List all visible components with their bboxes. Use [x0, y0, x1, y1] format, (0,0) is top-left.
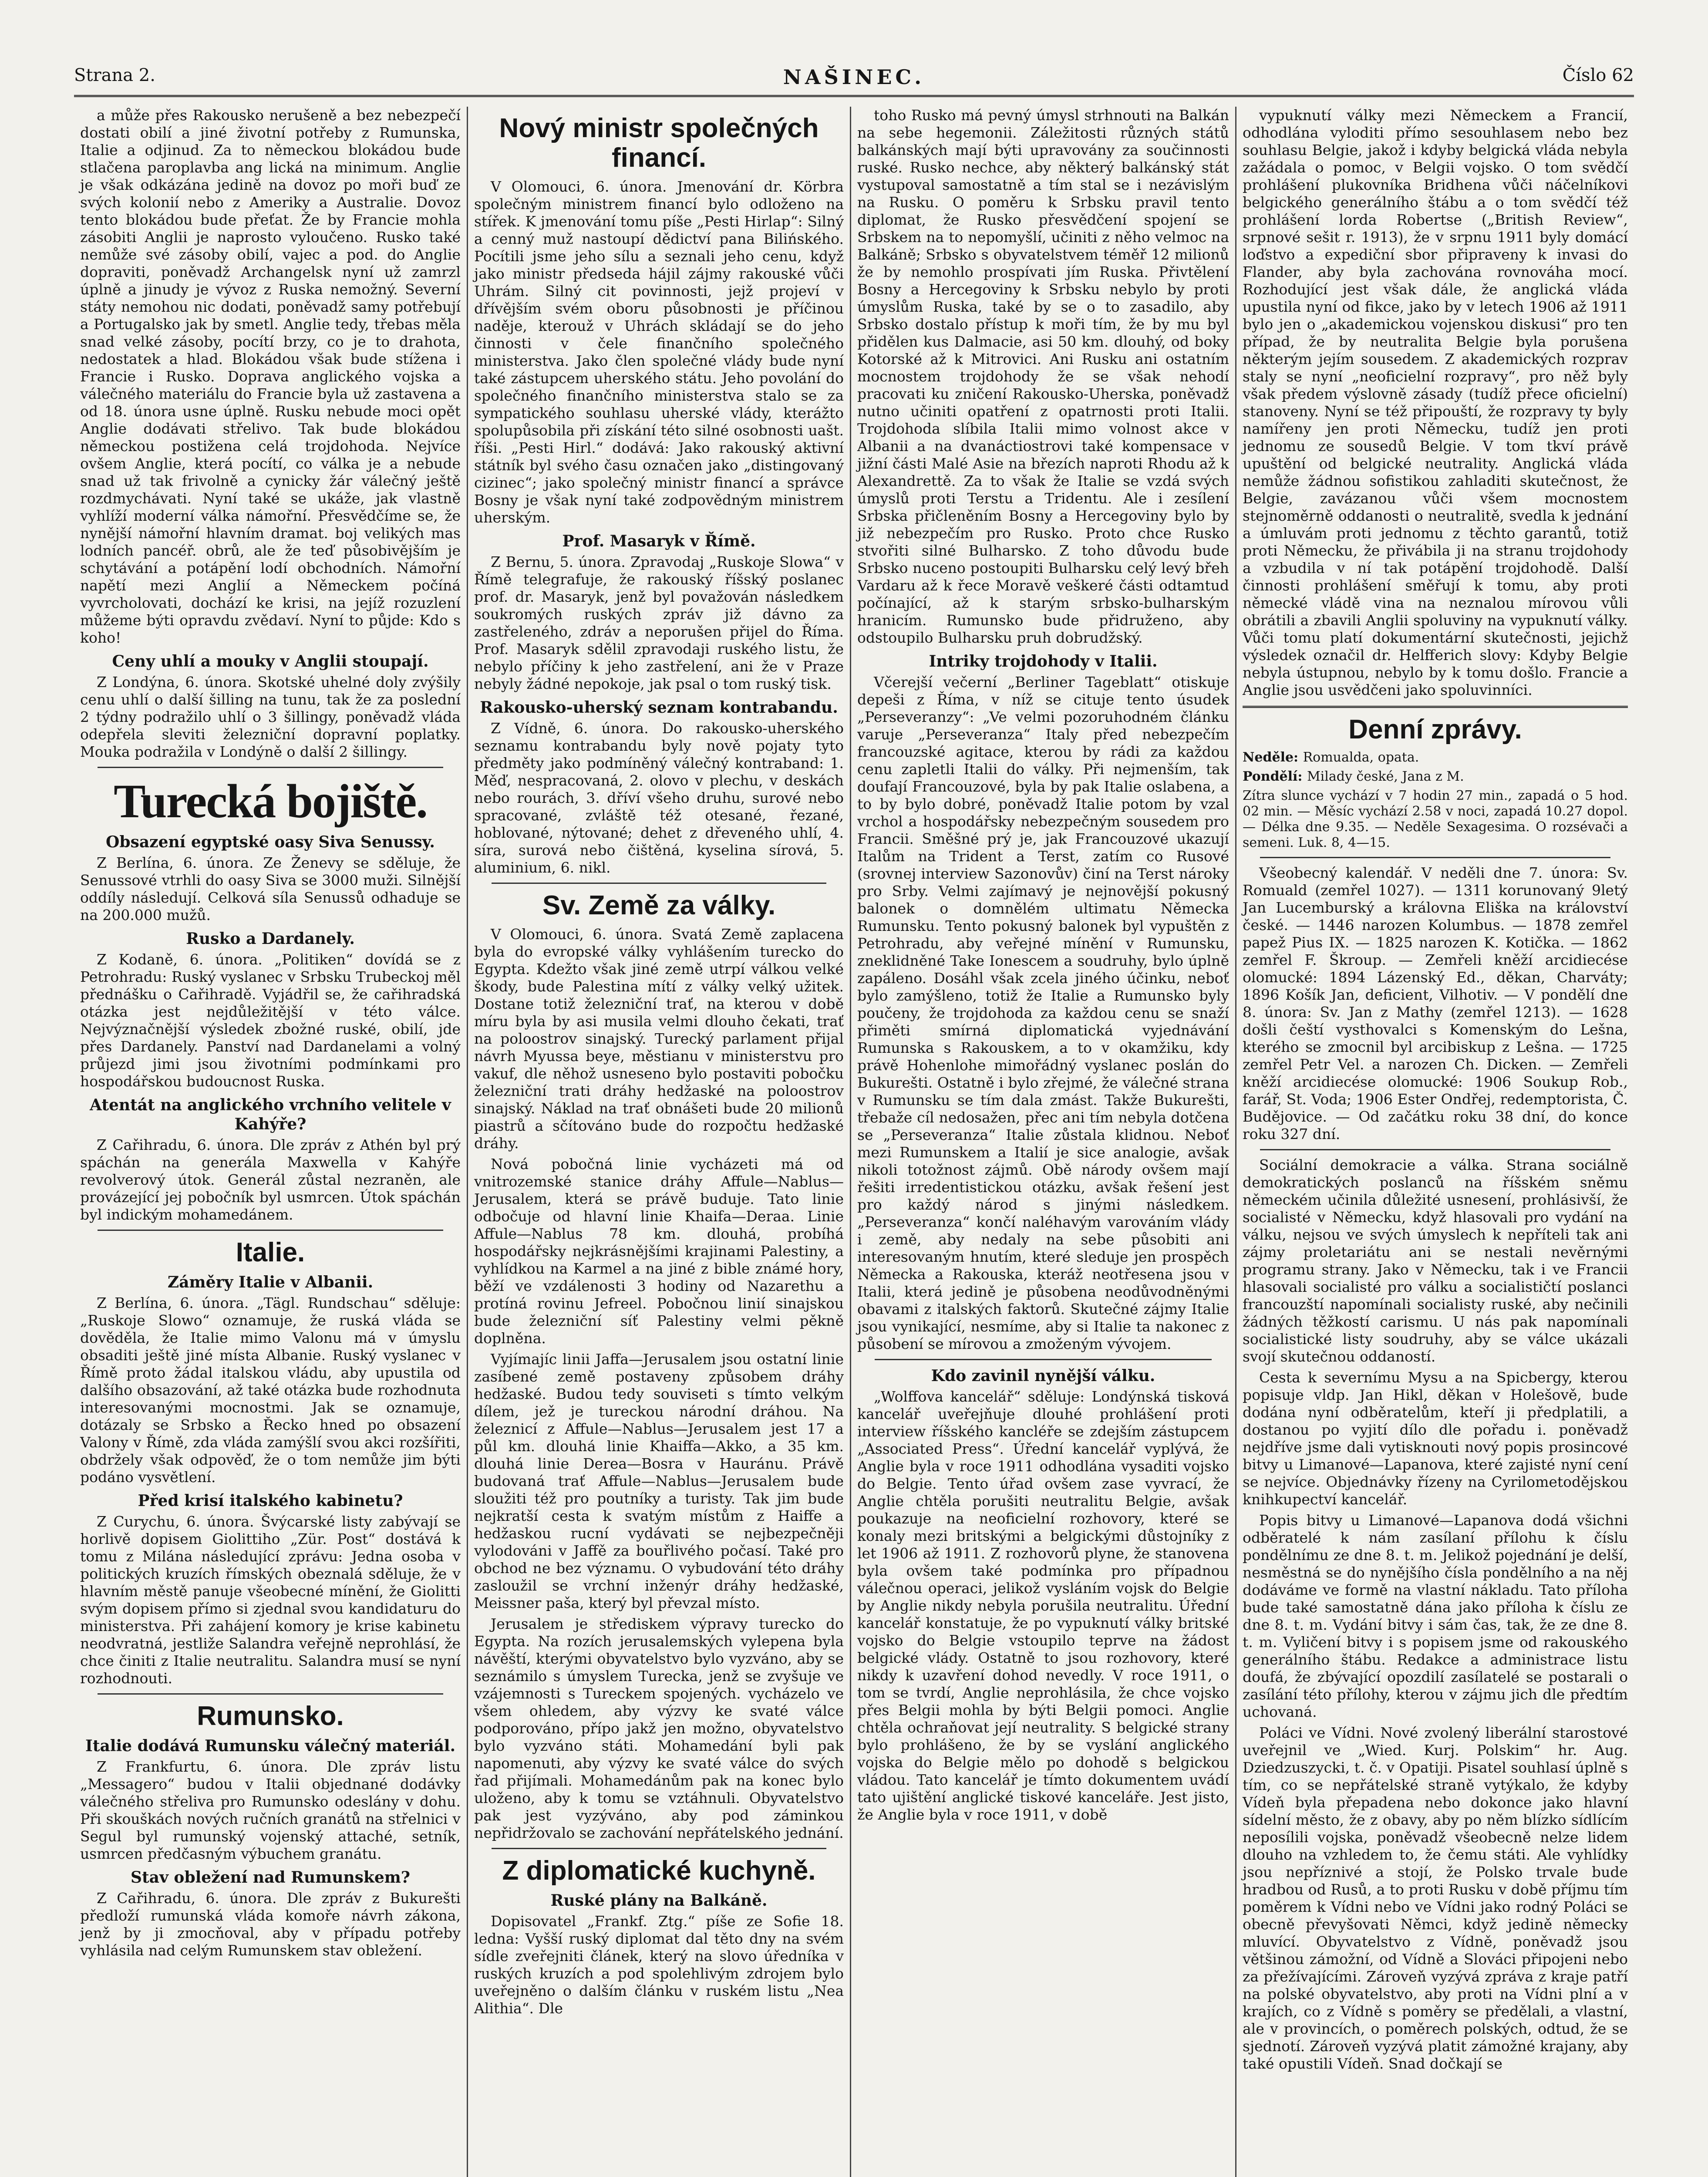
article-headline: Stav obležení nad Rumunskem? — [131, 1868, 410, 1887]
article-paragraph: Dopisovatel „Frankf. Ztg.“ píše ze Sofie 18. ledna: Vyšší ruský diplomat dal těto dny na svém sídle zveřejniti článek, který na slovo úředníka v ruských kruzích a pod spolehlivým zdrojem bylo uveřejněno o dalším článku v ruském listu „Nea Alithia“. Dle — [474, 1913, 844, 2017]
article-headline: Ruské plány na Balkáně. — [550, 1891, 768, 1910]
column-2 — [468, 107, 851, 2177]
article-paragraph: Z Bernu, 5. února. Zpravodaj „Ruskoje Slowa“ v Římě telegrafuje, že rakouský říšský poslanec prof. dr. Masaryk, jenž byl považován následkem soukromých ruských zpráv již dávno za zastřeleného, zdráv a neporušen přijel do Říma. Prof. Masaryk sdělil zpravodaji ruského listu, že nebylo příčiny k jeho zastřelení, ani že v Praze nebyly žádné nepokoje, jak psal o tom ruský tisk. — [474, 553, 844, 692]
article-paragraph: Popis bitvy u Limanové—Lapanova dodá všichni odběratelé k nám zasílaní přílohu k číslu pondělnímu ze dne 8. t. m. Jelikož pojednání je delší, nesměstná se do nynějšího čísla pondělního a na něj dodáváme ve formě na vlastní nákladu. Tato příloha bude také samostatně dána jako příloha k číslu ze dne 8. t. m. Vydání bitvy i sám čas, tak, že ze dne 8. t. m. Vyličení bitvy i s popisem jsme od rakouského generálního štábu. Redakce a administrace listu doufá, že zbývající opozdilí zasílatelé se postarali o zasílání této přílohy, kterou v zájmu jich dle předtím uchovaná. — [1243, 1512, 1628, 1720]
article-headline: Ceny uhlí a mouky v Anglii stoupají. — [112, 652, 429, 671]
divider — [875, 1359, 1212, 1360]
divider — [98, 1230, 443, 1231]
article-paragraph: Sociální demokracie a válka. Strana sociálně demokratických poslanců na říšském sněmu německém učinila důležité usnesení, prohlásivší, že socialisté v Německu, když hlasovali pro vydání na válku, nejsou ve svých úmyslech k nepříteli tak ani zájmy proletariátu ani se nestali nevěrnými programu strany. Jako v Německu, tak i ve Francii hlasovali socialisté pro válku a socialističtí poslanci francouzští napomínali socialisty ruské, aby nečinili žádných těžkostí carismu. U nás pak napomínali socialistické listy soudruhy, aby se válce ukázali svojí skutečnou oddaností. — [1243, 1156, 1628, 1365]
article-paragraph: Z Curychu, 6. února. Švýcarské listy zabývají se horlivě dopisem Giolittiho „Zür. Post“ dostává k tomu z Milána následující zprávu: Jedna osoba v politických kruzích římských obeznalá sděluje, že v hlavním městě panuje všeobecné mínění, že Giolitti svým dopisem přímo si zjednal svou kandidaturu do ministerstva. Při zahájení komory je krise kabinetu neodvratná, jestliže Salandra veřejně neprohlásí, že chce činiti z Italie neutralitu. Salandra musí se nyní rozhodnouti. — [80, 1513, 461, 1687]
article-paragraph: „Wolffova kancelář“ sděluje: Londýnská tisková kancelář uveřejňuje dlouhé prohlášení proti interview říšského kancléře se zdejším zástupcem „Associated Press“. Úřední kancelář vyplývá, že Anglie byla v roce 1911 odhodlána vysaditi vojsko do Belgie. Tento úřad ovšem zase vyvrací, že Anglie chtěla porušiti neutralitu Belgie, avšak poukazuje na neoficielní rozhovory, které se konaly mezi britskými a belgickými důstojníky z let 1906 až 1911. Z rozhovorů plyne, že stanovena byla ovšem také podmínka pro případnou válečnou operaci, jelikož vysláním vojsk do Belgie by Anglie nikdy nebyla porušila neutralitu. Úřední kancelář konstatuje, že po vypuknutí války britské vojsko do Belgie vstoupilo teprve na žádost belgické vlády. Ostatně to jsou rozhovory, které nikdy k uzavření dohod nevedly. V roce 1911, o tom se tvrdí, Anglie neprohlásila, že chce vojsko přes Belgii mohla by býti Belgii pomoci. Anglie chtěla ochraňovat její neutrality. S belgické strany bylo prohlášeno, že by se vyslání anglického vojska do Belgie mělo po dohodě s belgickou vládou. Tato kancelář je tímto dokumentem uvádí tato ujištění anglické tiskové kanceláře. Jest jisto, že Anglie byla v roce 1911, v době — [857, 1388, 1229, 1823]
article-headline: Rusko a Dardanely. — [186, 930, 355, 948]
article-paragraph: Všeobecný kalendář. V neděli dne 7. února: Sv. Romuald (zemřel 1027). — 1311 korunovaný 9letý Jan Lucemburský a královna Eliška na království české. — 1446 narozen Kolumbus. — 1878 zemřel papež Pius IX. — 1825 narozen K. Kotička. — 1862 zemřel F. Škroup. — Zemřeli kněží arcidiecése olomucké: 1894 Lázenský Ed., děkan, Charváty; 1896 Košík Jan, deficient, Vilhotiv. — V pondělí dne 8. února: Sv. Jan z Mathy (zemřel 1213). — 1628 došli čeští vysthovalci s Komenským do Lešna, kterého se zmocnil byl arcibiskup z Lešna. — 1725 zemřel Petr Vel. a narozen Ch. Dicken. — Zemřeli kněží arcidiecése olomucké: 1906 Soukup Rob., farář, St. Voda; 1906 Ester Ondřej, redemptorista, Č. Budějovice. — Od začátku roku 38 dní, do konce roku 327 dní. — [1243, 864, 1628, 1142]
article-paragraph: Z Kodaně, 6. února. „Politiken“ dovídá se z Petrohradu: Ruský vyslanec v Srbsku Trubeckoj měl přednášku o Cařihradě. Vyjádřil se, že cařihradská otázka jest nejdůležitější v této válce. Nejvýznačnější výsledek zbožné ruské, obilí, jde přes Dardanely. Panství nad Dardanelami a volný průjezd jimi jsou životními podmínkami pro hospodářskou budoucnost Ruska. — [80, 951, 461, 1090]
divider — [492, 1848, 826, 1849]
section-heading: Rumunsko. — [197, 1701, 344, 1731]
page-header — [74, 65, 1634, 87]
article-paragraph: Poláci ve Vídni. Nové zvolený liberální starostové uveřejnil ve „Wied. Kurj. Polskim“ hr. Aug. Dziedzuszycki, t. č. v Opatiji. Pisatel souhlasí úplně s tím, co se nepřátelské straně vytýkalo, že kdyby Vídeň byla přepadena nebo dokonce jako hlavní sídelní město, že z obavy, aby po něm blízko sídlícím neposílili vojska, poněvadž všeobecně nelze lidem dlouho na vzhledem to, že čemu státi. Ale vyhlídky jsou nepříznivé a stojí, že Polsko trvale bude hradbou od Rusů, a to proti Rusku v době příjmu tím poměrem k Vídni nebo ve Vídni jako rodný Poláci se obecně převyšovati Němci, když jedině německy mluvící. Obyvatelstvo z Vídně, poněvadž jsou většinou zámožní, od Vídně a Slováci připojeni nebo za přežívajícími. Zároveň vyzývá zpráva z kraje patří na polské obyvatelstvo, aby proti na Vídni plní a v krajích, co z Vídně s poměry se předělali, a vlastní, ale v provincích, o poměrech polských, odtud, že se sjednotí. Zároveň vyzývá platit zámožné krajany, aby také opustili Vídeň. Snad dočkají se — [1243, 1724, 1628, 2072]
calendar-box — [1243, 750, 1628, 851]
article-paragraph: a může přes Rakousko nerušeně a bez nebezpečí dostati obilí a jiné životní potřeby z Rumunska, Italie a odjinud. Za to německou blokádou bude stlačena paroplavba ang lická na minimum. Anglie je však odkázána jedině na dovoz po moři buď ze svých kolonií nebo z Ameriky a Australie. Dovoz tento blokádou bude přeťat. Že by Francie mohla zásobiti Anglii je naprosto vyloučeno. Rusko také nemůže své zásoby obilí, vajec a pod. do Anglie dopraviti, poněvadž Archangelsk nyní už zamrzl úplně a jinudy je vývoz z Ruska nemožný. Severní státy nemohou nic dodati, poněvadž samy potřebují a Portugalsko jak by smetl. Anglie tedy, třebas měla snad velké zásoby, pocítí brzy, co je to drahota, nedostatek a hlad. Blokádou však bude stížena i Francie i Rusko. Doprava anglického vojska a válečného materiálu do Francie byla už zastavena a od 18. února usne úplně. Rusku nebude moci opět Anglie dodávati střelivo. Tak bude blokádou německou postižena celá trojdohoda. Nejvíce ovšem Anglie, která pocítí, co válka je a nebude snad už tak frivolně a cynicky žár válečný ještě rozdmychávati. Nyní také se ukáže, jak vlastně vyhlíží moderní válka námořní. Přesvědčíme se, že nynější námořní hlavním dramat. boj velikých mas lodních pancéř. obrů, ale že teď působivějším je schytávání a potápění lodí obchodních. Námořní napětí mezi Anglií a Německem počíná vyvrcholovati, dochází ke krisi, na jejíž rozuzlení můžeme býti opravdu zvědaví. Nyní to půjde: Kdo s koho! — [80, 107, 461, 646]
divider — [1243, 706, 1628, 708]
article-paragraph: V Olomouci, 6. února. Svatá Země zaplacena byla do evropské války vyhlášením turecko do Egypta. Kdežto však jiné země utrpí válkou velké škody, bude Palestina mítí z války velký užitek. Dostane totiž železniční trať, na kterou v době míru byla by asi musila velmi dlouho čekati, trať na poloostrov sinajský. Turecký parlament přijal návrh Myussa beye, městianu v ministerstvu pro vakuf, dle něhož usneseno bylo postaviti pobočku železniční trati dráhy hedžaské na poloostrov sinajský. Náklad na trať obnášeti bude 20 milionů piastrů a sčítováno bude do rozpočtu hedžaské dráhy. — [474, 926, 844, 1152]
divider — [492, 883, 826, 884]
article-headline: Záměry Italie v Albanii. — [167, 1273, 374, 1291]
article-paragraph: Z Londýna, 6. února. Skotské uhelné doly zvýšily cenu uhlí o další šilling na tunu, tak že za poslední 2 týdny podražilo uhlí o 3 šillingy, poněvadž vláda odepřela sleviti železniční dopravní poplatky. Mouka podražila v Londýně o další 2 šillingy. — [80, 674, 461, 760]
column-1 — [74, 107, 468, 2177]
masthead-title: NAŠINEC. — [783, 65, 925, 89]
article-paragraph: toho Rusko má pevný úmysl strhnouti na Balkán na sebe hegemonii. Záležitosti různých států balkánských mají býti upravovány za součinnosti ruské. Rusko nechce, aby některý balkánský stát vystupoval samostatně a tím stal se i nezávislým na Rusku. O poměru k Srbsku pravil tento diplomat, že Rusko přesvědčení spojení se Srbskem na to nepomyšlí, učiniti z něho velmoc na Balkáně; Srbsko s obyvatelstvem téměř 12 milionů že by nemohlo prospívati jím Ruska. Přivtělení Bosny a Hercegoviny k Srbsku nebylo by proti úmyslům Ruska, také by se o to zasadilo, aby Srbsko dostalo přístup k moři tím, že by mu byl přidělen kus Dalmacie, asi 50 km. dlouhý, od boky Kotorské až k Mitrovici. Ani Rusku ani ostatním mocnostem trojdohody že se však nehodí pracovati ku zničení Rakousko-Uherska, poněvadž nutno učiniti opatření z opatrnosti proti Italii. Trojdohoda slíbila Italii mimo volnost akce v Albanii a na dvanáctiostrovi také kompensace v jižní části Malé Asie na březích naproti Rhodu až k Alexandrettě. Za to však že Italie se vzdá svých úmyslů proti Terstu a Tridentu. Ale i zesílení Srbska přičleněním Bosny a Hercegoviny bylo by již nebezpečím pro Rusko. Proto chce Rusko stvořiti silné Bulharsko. Z toho důvodu bude Srbsko nuceno postoupiti Bulharsku celý levý břeh Vardaru až k řece Moravě veškeré části odtamtud počínající, až k starým srbsko-bulharským hranicím. Rumunsko bude přidruženo, aby odstoupilo Bulharsku pruh dobrudžský. — [857, 107, 1229, 646]
article-headline: Atentát na anglického vrchního velitele v Kahýře? — [90, 1096, 451, 1133]
article-paragraph: Z Cařihradu, 6. února. Dle zpráv z Athén byl prý spáchán na generála Maxwella v Kahýře revolverový útok. Generál zůstal nezraněn, ale provázející jej pobočník byl usmrcen. Útok spáchán byl indickým mohamedánem. — [80, 1136, 461, 1223]
header-rule — [74, 95, 1634, 97]
calendar-text: Romualda, opata. — [1303, 750, 1419, 765]
article-paragraph: Včerejší večerní „Berliner Tageblatt“ otiskuje depeši z Říma, v níž se cituje tento úsudek „Perseveranzy“: „Ve velmi pozoruhodném článku varuje „Perseveranza“ Italy před nebezpečím francouzské agitace, kterou by rádi za každou cenu zapletli Italii do války. Při nejmenším, tak doufají Francouzové, byla by pak Italie oslabena, a to by bylo dobré, poněvadž Italie potom by vzal vrchol a hospodářsky nebezpečným sousedem pro Francii. Směšné prý je, jak Francouzové ukazují Italům na Trident a Terst, zatím co Rusové (srovnej interview Sazonovův) činí na Terst nároky pro Srby. Velmi zajímavý je nejnovější pokusný balonek o domnělém ultimatu Německa Rumunsku. Tento pokusný balonek byl vypuštěn z Petrohradu, aby veřejné mínění v Rumunsku, zneklidněné Take Ionescem a soudruhy, bylo úplně zapáleno. Dosáhl však zcela jiného účinku, neboť bylo zamýšleno, totiž že Italie a Rumunsko byly poučeny, že trojdohoda za každou cenu se snaží přiměti smírná diplomatická vyjednávání Rumunska s Rakouskem, a to v okamžiku, kdy právě Hohenlohe mimořádný vyslanec poslán do Bukurešti. Ostatně i bylo zřejmé, že válečné strana v Rumunsku se tím dala zmást. Takže Bukurešti, třebaže cíl nedosažen, přec ani tím nebyla dotčena se „Perseveranza“ Italie zůstala klidnou. Neboť mezi Rumunskem a Italií je sice analogie, avšak nikoli totožnost zájmů. Obě národy ovšem mají řešiti irredentistickou otázku, avšak řešení jest pro každý národ s jinými následkem. „Perseveranza“ končí naléhavým varováním vlády i země, aby nedaly na sebe působiti ani interesovaným hnutím, které sleduje jen prospěch Německa a Rakouska, kteráž neotřesena jsou v Italii, která jedině je působena neodůvodněnými obavami z italských faktorů. Skutečné zájmy Italie jsou vynikající, nesmíme, aby si Italie ta nakonec z působení se mírovou a zmoženým vývojem. — [857, 674, 1229, 1352]
section-heading: Italie. — [236, 1237, 305, 1267]
article-headline: Prof. Masaryk v Římě. — [562, 532, 756, 550]
divider — [98, 767, 443, 768]
article-paragraph: Vyjímajíc linii Jaffa—Jerusalem jsou ostatní linie zasíbené země postaveny způsobem dráhy hedžaské. Budou tedy souviseti s tímto velkým dílem, jež je tureckou národní dráhou. Na železnicí z Affule—Nablus—Jerusalem jest 17 a půl km. dlouhá linie Khaiffa—Akko, a 35 km. dlouhá linie Derea—Bosra v Hauránu. Právě budovaná trať Affule—Nablus—Jerusalem bude sloužiti též pro poutníky a turisty. Tak jim bude nejkratší cesta k svatým místům z Haiffe a hedžaskou rucní vydávati se nejbezpečněji vylodováni v Jaffě za bouřlivého počasí. Také pro obchod ne bez významu. O vybudování této dráhy zasloužil se vrchní inženýr dráhy hedžaské, Meissner paša, který byl převzal místo. — [474, 1351, 844, 1611]
article-paragraph: Cesta k severnímu Mysu a na Spicbergy, kterou popisuje vldp. Jan Hikl, děkan v Holešově, bude dodána nyní odběratelům, kteří ji předplatili, a dostanou po vyjití dílo dle pořadu i. poněvadž nejdříve jsme dali vytisknouti nový popis prosincové bitvy u Limanové—Lapanova, které zajisté nyní cení se nejvíce. Objednávky řízeny na Cyrilometodějskou knihkupectví kancelář. — [1243, 1369, 1628, 1508]
article-paragraph: vypuknutí války mezi Německem a Francií, odhodlána vyloditi přímo sesouhlasem nebo bez souhlasu Belgie, jakož i kdyby belgická vláda nebyla zažádala o pomoc, v Belgii vojsko. O tom svědčí prohlášení plukovníka Bridhena vůči náčelníkovi belgického generálního štábu a o tom svědčí též prohlášení lorda Robertse („British Review“, srpnové sešit r. 1913), že v srpnu 1911 byly domácí loďstvo a expediční sbor připraveny k invasi do Flander, aby byla zachována rovnováha mocí. Rozhodující jest však dále, že anglická vláda upustila nyní od fikce, jako by v letech 1906 až 1911 bylo jen o „akademickou vojenskou diskusi“ pro ten případ, že by neutralita Belgie byla porušena některým jejím sousedem. Z akademických rozprav staly se nyní „neoficielní rozpravy“, pro něž byly však předem výslovně zásady (tudíž přece oficielní) stanoveny. Nyní se též připouští, že rozpravy ty byly namířeny jen proti Německu, tudíž jen proti jednomu ze sousedů Belgie. V tom tkví právě upuštění od belgické neutrality. Anglická vláda nemůže žádnou sofistikou zahladiti skutečnost, že Belgie, zavázanou vůči všem mocnostem stejnoměrně oddanosti o neutralitě, svedla k jednání a úmluvám proti jednomu z těchto garantů, totiž proti Německu, že přivábila ji na stranu trojdohody a vzbudila v ní tak potápění trojdohodě. Další činnosti prohlášení směřují k tomu, aby proti německé vládě vina na neznalou mírovou vůli obrátili a zbavili Anglii spoluviny na vypuknutí války. Vůči tomu platí dokumentární skutečnosti, jejichž výsledek označil dr. Helfferich slovy: Kdyby Belgie nebyla ústupnou, nebylo by k tomu došlo. Francie a Anglie jsou usvědčeni jako spoluvinníci. — [1243, 107, 1628, 698]
article-headline: Rakousko-uherský seznam kontrabandu. — [480, 698, 838, 717]
section-heading: Sv. Země za války. — [542, 890, 776, 920]
article-paragraph: Z Berlína, 6. února. „Tägl. Rundschau“ sděluje: „Ruskoje Slowo“ oznamuje, že ruská vláda se dověděla, že Italie mimo Valonu má v úmyslu obsaditi ještě jiné místa Albanie. Ruský vyslanec v Římě proto žádal italskou vládu, aby upustila od dalšího obsazování, až také otázka bude rozhodnuta interesovanými mocnostmi. Jak se oznamuje, dotázaly se Srbsko a Řecko hned po obsazení Valony v Římě, zda vláda zamýšlí svou akci rozšířiti, obdržely však odpověď, že o tom nemůže jim býti podáno vysvětlení. — [80, 1294, 461, 1486]
article-paragraph: Z Vídně, 6. února. Do rakousko-uherského seznamu kontrabandu byly nově pojaty tyto předměty jako podmíněný válečný kontraband: 1. Měď, nespracovaná, 2. olovo v plechu, v deskách nebo rourách, 3. dříví všeho druhu, surové nebo spracované, zvláště též otesané, řezané, hoblované, nýtované; dehet z dřeveného uhlí, 4. síra, surová nebo čištěná, kyselina sírová, 5. aluminium, 6. nikl. — [474, 720, 844, 876]
article-paragraph: Nová pobočná linie vycházeti má od vnitrozemské stanice dráhy Affule—Nablus—Jerusalem, která se právě buduje. Tato linie odbočuje od hlavní linie Khaifa—Deraa. Linie Affule—Nablus 78 km. dlouhá, probíhá hospodářsky nejkrásnějšími krajinami Palestiny, a vyhlídkou na Karmel a na jiné z bible známé hory, běží ve vzdálenosti 3 hodiny od Nazarethu a protíná rovinu Jefreel. Pobočnou linií sinajskou bude železniční síť Palestiny velmi pěkně doplněna. — [474, 1156, 844, 1347]
calendar-label: Neděle: — [1243, 750, 1303, 765]
article-headline: Před krisí italského kabinetu? — [138, 1492, 403, 1510]
article-paragraph: Z Berlína, 6. února. Ze Ženevy se sděluje, že Senussové vtrhli do oasy Siva se 3000 muži. Silnější oddíly následují. Celková síla Senussů odhaduje se na 200.000 mužů. — [80, 854, 461, 923]
column-3 — [851, 107, 1236, 2177]
divider — [98, 1693, 443, 1695]
section-heading: Z diplomatické kuchyně. — [502, 1856, 816, 1886]
column-4 — [1236, 107, 1634, 2177]
section-heading: Denní zprávy. — [1348, 714, 1522, 745]
article-paragraph: Z Cařihradu, 6. února. Dle zpráv z Bukurešti předloží rumunská vláda komoře návrh zákona, jenž by ji zmocňoval, aby v případu potřeby vyhlásila nad celým Rumunskem stav obležení. — [80, 1890, 461, 1959]
calendar-label: Pondělí: — [1243, 769, 1307, 784]
divider — [1260, 857, 1610, 858]
article-paragraph: V Olomouci, 6. února. Jmenování dr. Körbra společným ministrem financí bylo odloženo na stířek. K jmenování tomu píše „Pesti Hirlap“: Silný a cenný muž nastoupí dědictví pana Bilińského. Pocítili jsme jeho sílu a seznali jeho cenu, když jako ministr předseda hájil zájmy rakouské vůči Uhrám. Silný cit povinnosti, jejž projeví v dřívějším svém oboru působnosti je příčinou naděje, kterouž v Uhrách skládají se do jeho činnosti v čele finančního společného ministerstva. Jako člen společné vlády bude nyní také zástupcem uherského státu. Jeho povolání do společného finančního ministerstva stalo se za sympatického souhlasu uherské vlády, kterážto spolupůsobila při získání této silné osobnosti uašt. říši. „Pesti Hirl.“ dodává: Jako rakouský aktivní státník byl svého času označen jako „distingovaný cizinec“; jako společný ministr financí a správce Bosny je však nyní také zodpovědným ministrem uherským. — [474, 178, 844, 526]
article-paragraph: Z Frankfurtu, 6. února. Dle zpráv listu „Messagero“ budou v Italii objednané dodávky válečného střeliva pro Rumunsko odeslány v dohu. Při skouškách nových ručních granátů na střelnici v Segul byl rumunský vojenský attaché, setník, usmrcen předčasným výbuchem granátu. — [80, 1758, 461, 1862]
section-heading: Turecká bojiště. — [114, 775, 427, 828]
page-label: Strana 2. — [74, 65, 155, 85]
article-headline: Italie dodává Rumunsku válečný materiál. — [85, 1737, 455, 1755]
calendar-entry — [1243, 769, 1628, 785]
article-paragraph: Jerusalem je střediskem výpravy turecko do Egypta. Na rozích jerusalemských vylepena byla návěští, kterými obyvatelstvo bylo vyzváno, aby se seznámilo s úmyslem Turecka, jenž se zvyšuje ve vzájemnosti s Tureckem spojených. vycházelo ve všem ohledem, aby výzvy ke svaté válce podporováno, přípo jakž jen možno, obyvatelstvo bylo vyzváno státi. Mohamedání byli pak napomenuti, aby výzvy ke svaté válce do svých řad přijímali. Mohamedánům pak na konec bylo uloženo, aby k tomu se vztáhnuli. Obyvatelstvo pak jest vyzýváno, aby pod záminkou nepřidržovalo se zachování nepřátelského jednání. — [474, 1615, 844, 1841]
section-heading: Nový ministr společných financí. — [499, 113, 819, 173]
divider — [1260, 1149, 1610, 1150]
calendar-entry — [1243, 750, 1628, 765]
calendar-text: Zítra slunce vychází v 7 hodin 27 min., zapadá o 5 hod. 02 min. — Měsíc vychází 2.58 v noci, zapadá 10.27 dopol. — Délka dne 9.35. — Neděle Sexagesima. O rozsévači a semeni. Luk. 8, 4—15. — [1243, 788, 1628, 850]
calendar-text: Milady české, Jana z M. — [1307, 769, 1464, 784]
article-headline: Obsazení egyptské oasy Siva Senussy. — [106, 833, 435, 851]
article-headline: Intriky trojdohody v Italii. — [929, 652, 1158, 671]
issue-number: Číslo 62 — [1562, 65, 1634, 85]
calendar-entry — [1243, 788, 1628, 851]
article-headline: Kdo zavinil nynější válku. — [931, 1367, 1156, 1385]
